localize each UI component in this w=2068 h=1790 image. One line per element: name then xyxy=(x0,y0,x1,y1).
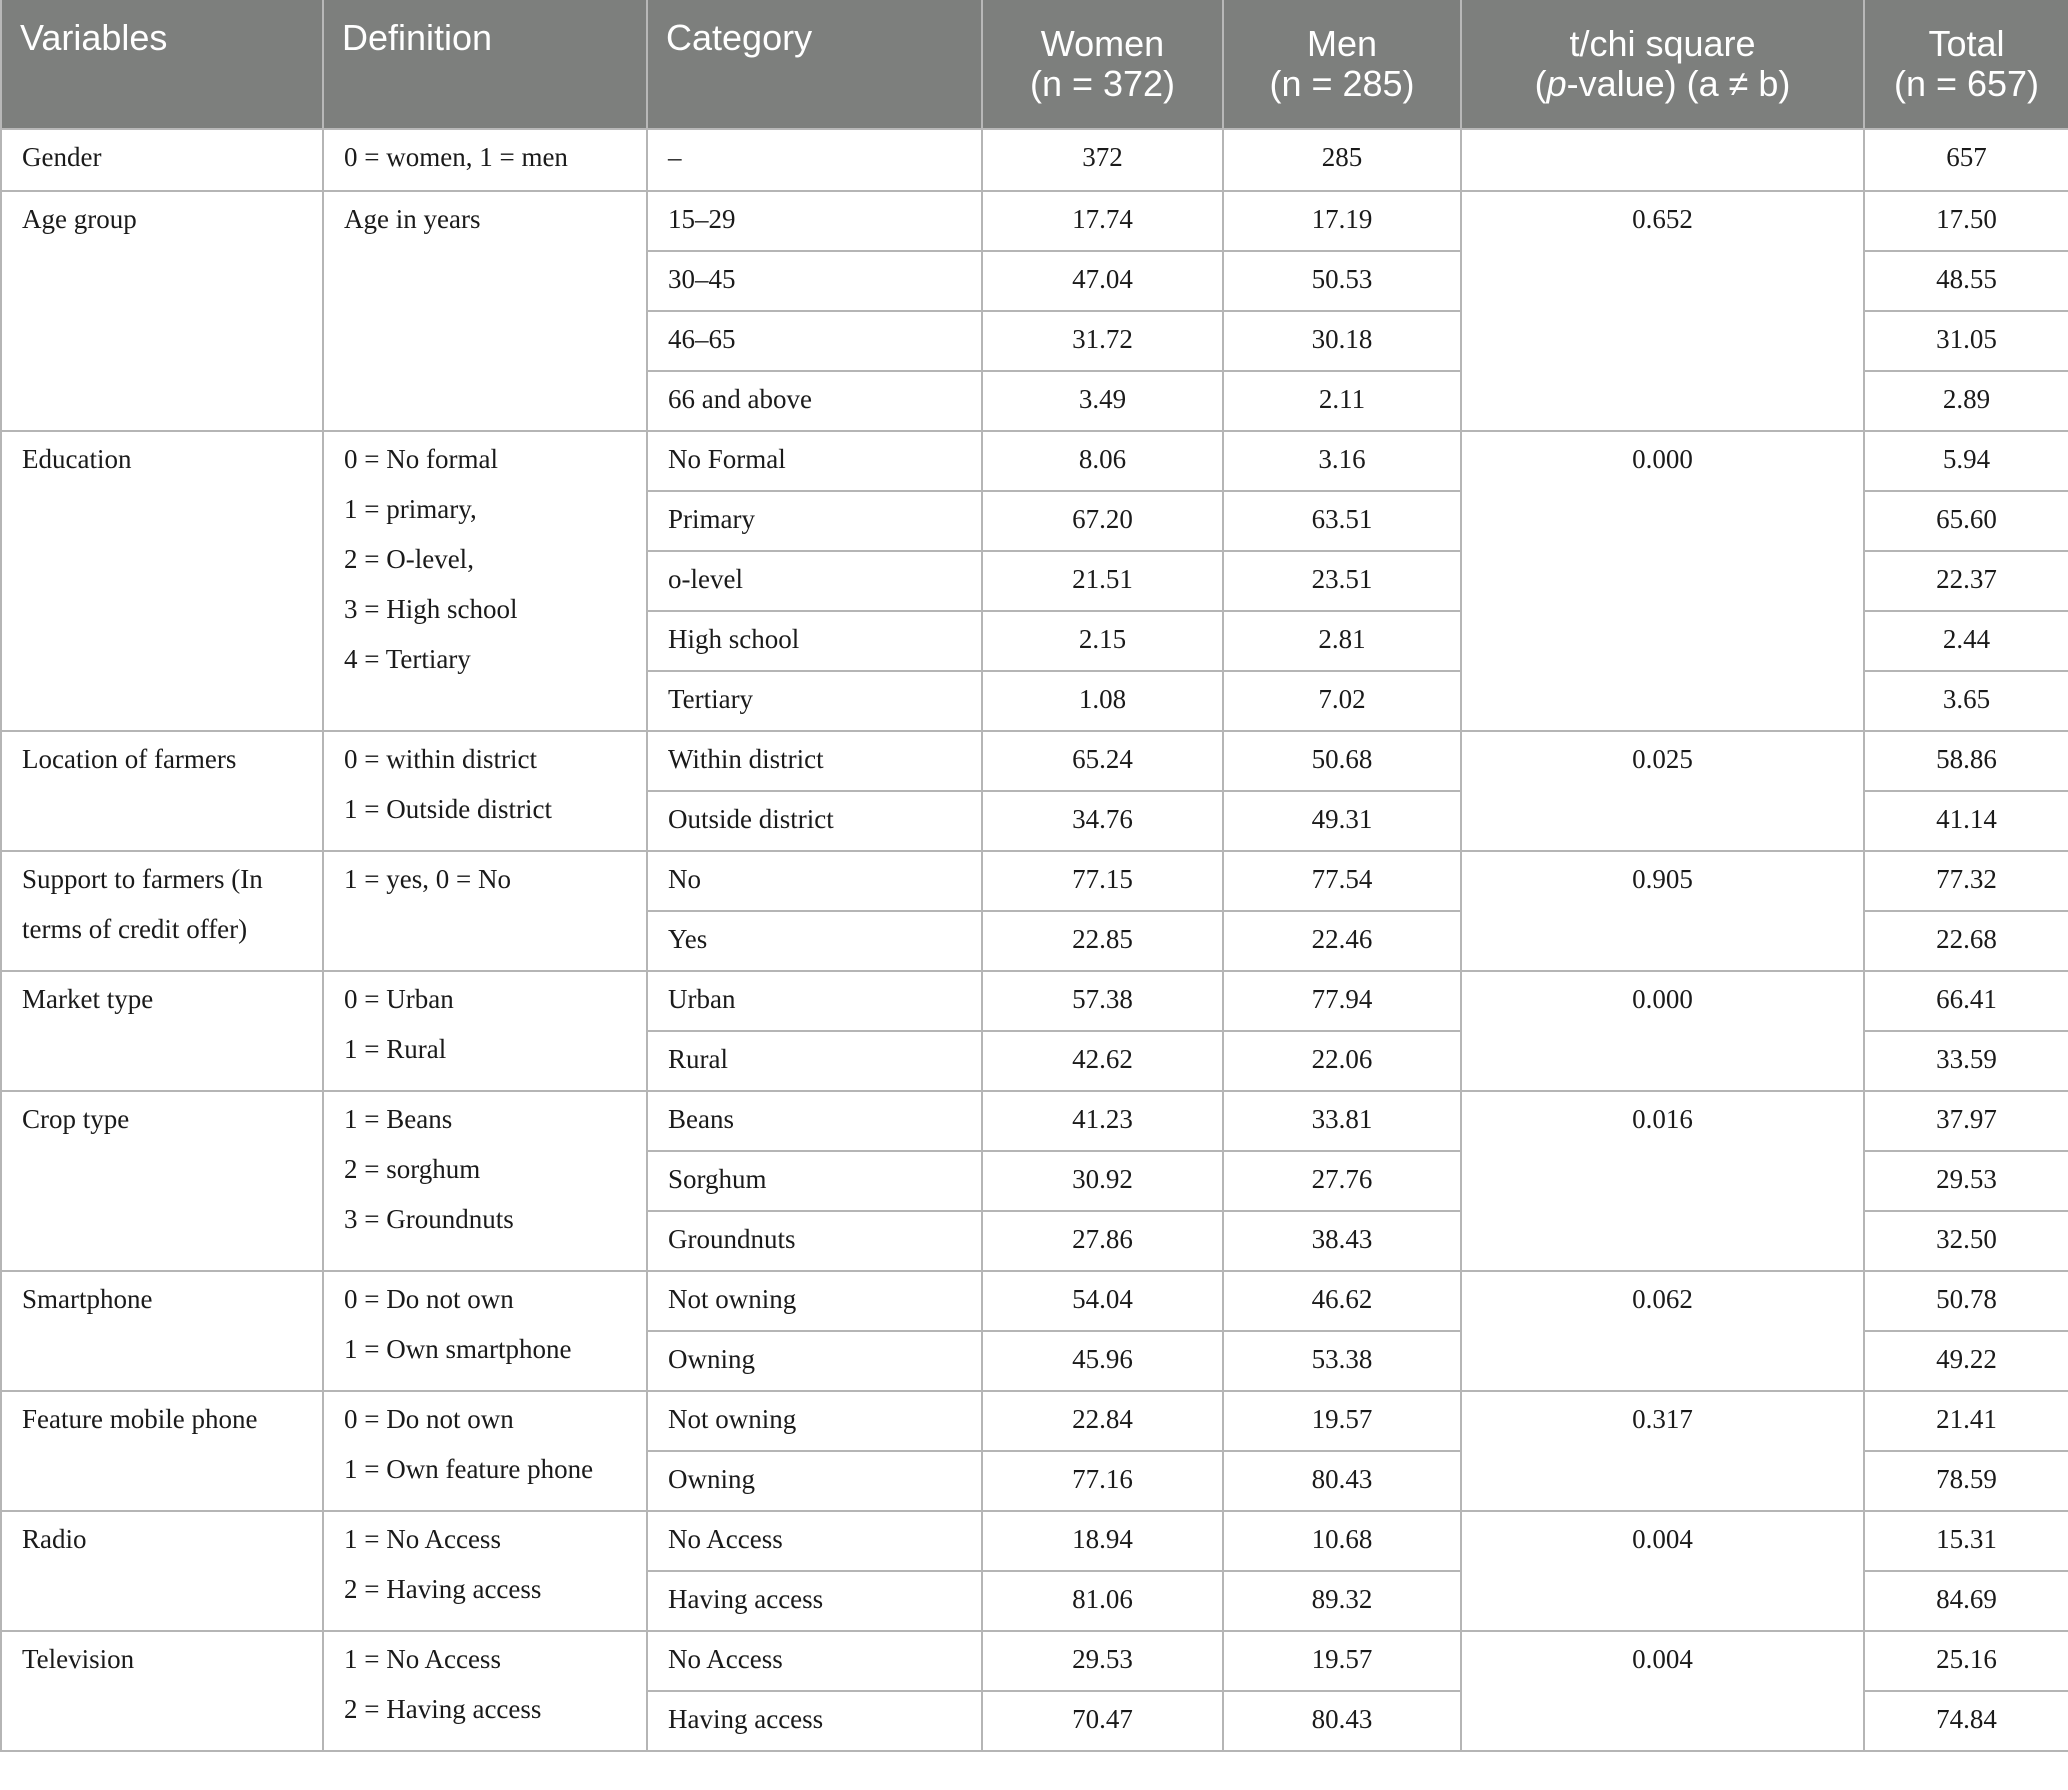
women-cell: 30.92 xyxy=(982,1151,1223,1211)
men-cell: 7.02 xyxy=(1223,671,1461,731)
table-row xyxy=(1,851,2068,911)
header-total-title: Total xyxy=(1928,23,2005,64)
category-cell: No Access xyxy=(647,1631,982,1691)
definition-cell-line: 1 = No Access xyxy=(344,1524,501,1554)
total-cell: 21.41 xyxy=(1864,1391,2068,1451)
total-cell: 657 xyxy=(1864,129,2068,191)
definition-cell: Age in years xyxy=(323,191,647,431)
men-cell: 22.06 xyxy=(1223,1031,1461,1091)
table-body xyxy=(1,129,2068,1751)
header-women-n: (n = 372) xyxy=(1029,63,1176,104)
category-cell: Tertiary xyxy=(647,671,982,731)
definition-cell xyxy=(323,1271,647,1391)
table-row xyxy=(1,431,2068,491)
men-cell: 50.68 xyxy=(1223,731,1461,791)
women-cell: 372 xyxy=(982,129,1223,191)
category-cell: Sorghum xyxy=(647,1151,982,1211)
women-cell: 29.53 xyxy=(982,1631,1223,1691)
women-cell: 41.23 xyxy=(982,1091,1223,1151)
women-cell: 27.86 xyxy=(982,1211,1223,1271)
men-cell: 22.46 xyxy=(1223,911,1461,971)
women-cell: 67.20 xyxy=(982,491,1223,551)
men-cell: 50.53 xyxy=(1223,251,1461,311)
category-cell: Beans xyxy=(647,1091,982,1151)
test-cell: 0.000 xyxy=(1461,971,1864,1091)
table-row xyxy=(1,191,2068,251)
variable-cell: Feature mobile phone xyxy=(1,1391,323,1511)
test-cell: 0.000 xyxy=(1461,431,1864,731)
total-cell: 3.65 xyxy=(1864,671,2068,731)
total-cell: 41.14 xyxy=(1864,791,2068,851)
category-cell: Outside district xyxy=(647,791,982,851)
men-cell: 285 xyxy=(1223,129,1461,191)
variable-cell: Location of farmers xyxy=(1,731,323,851)
category-cell: No Formal xyxy=(647,431,982,491)
test-cell xyxy=(1461,129,1864,191)
definition-cell-line: 0 = Urban xyxy=(344,984,454,1014)
men-cell: 77.94 xyxy=(1223,971,1461,1031)
definition-cell-line: 1 = Rural xyxy=(344,1034,447,1064)
definition-cell-line: 1 = Outside district xyxy=(344,794,552,824)
women-cell: 22.84 xyxy=(982,1391,1223,1451)
men-cell: 10.68 xyxy=(1223,1511,1461,1571)
header-test xyxy=(1461,0,1864,129)
test-cell: 0.004 xyxy=(1461,1631,1864,1751)
women-cell: 22.85 xyxy=(982,911,1223,971)
category-cell: Primary xyxy=(647,491,982,551)
total-cell: 49.22 xyxy=(1864,1331,2068,1391)
women-cell: 57.38 xyxy=(982,971,1223,1031)
table-row xyxy=(1,129,2068,191)
total-cell: 2.89 xyxy=(1864,371,2068,431)
women-cell: 21.51 xyxy=(982,551,1223,611)
definition-cell xyxy=(323,1631,647,1751)
total-cell: 48.55 xyxy=(1864,251,2068,311)
women-cell: 3.49 xyxy=(982,371,1223,431)
men-cell: 3.16 xyxy=(1223,431,1461,491)
women-cell: 31.72 xyxy=(982,311,1223,371)
women-cell: 45.96 xyxy=(982,1331,1223,1391)
category-cell: 15–29 xyxy=(647,191,982,251)
table-row xyxy=(1,731,2068,791)
definition-cell-line: 0 = No formal xyxy=(344,444,498,474)
header-category: Category xyxy=(647,0,982,129)
definition-cell xyxy=(323,431,647,731)
women-cell: 47.04 xyxy=(982,251,1223,311)
total-cell: 29.53 xyxy=(1864,1151,2068,1211)
men-cell: 33.81 xyxy=(1223,1091,1461,1151)
definition-cell xyxy=(323,731,647,851)
category-cell: 46–65 xyxy=(647,311,982,371)
category-cell: 30–45 xyxy=(647,251,982,311)
category-cell: – xyxy=(647,129,982,191)
total-cell: 78.59 xyxy=(1864,1451,2068,1511)
definition-cell-line: 1 = Own feature phone xyxy=(344,1454,594,1484)
men-cell: 80.43 xyxy=(1223,1691,1461,1751)
men-cell: 49.31 xyxy=(1223,791,1461,851)
variable-cell: Crop type xyxy=(1,1091,323,1271)
category-cell: Having access xyxy=(647,1691,982,1751)
total-cell: 2.44 xyxy=(1864,611,2068,671)
definition-cell-line: 0 = Do not own xyxy=(344,1404,514,1434)
header-women xyxy=(982,0,1223,129)
test-cell: 0.062 xyxy=(1461,1271,1864,1391)
category-cell: Yes xyxy=(647,911,982,971)
header-test-title: t/chi square xyxy=(1569,23,1756,64)
men-cell: 46.62 xyxy=(1223,1271,1461,1331)
definition-cell-line: 0 = within district xyxy=(344,744,537,774)
category-cell: Not owning xyxy=(647,1271,982,1331)
women-cell: 81.06 xyxy=(982,1571,1223,1631)
total-cell: 33.59 xyxy=(1864,1031,2068,1091)
variable-cell: Gender xyxy=(1,129,323,191)
total-cell: 74.84 xyxy=(1864,1691,2068,1751)
category-cell: Urban xyxy=(647,971,982,1031)
men-cell: 2.81 xyxy=(1223,611,1461,671)
category-cell: 66 and above xyxy=(647,371,982,431)
total-cell: 50.78 xyxy=(1864,1271,2068,1331)
total-cell: 65.60 xyxy=(1864,491,2068,551)
men-cell: 77.54 xyxy=(1223,851,1461,911)
definition-cell xyxy=(323,971,647,1091)
total-cell: 66.41 xyxy=(1864,971,2068,1031)
header-row xyxy=(1,0,2068,129)
header-men-n: (n = 285) xyxy=(1269,63,1415,104)
women-cell: 2.15 xyxy=(982,611,1223,671)
variable-cell-line: terms of credit offer) xyxy=(22,914,248,944)
women-cell: 8.06 xyxy=(982,431,1223,491)
total-cell: 22.37 xyxy=(1864,551,2068,611)
variable-cell: Age group xyxy=(1,191,323,431)
variable-cell: Market type xyxy=(1,971,323,1091)
header-men-title: Men xyxy=(1306,23,1378,64)
test-cell: 0.004 xyxy=(1461,1511,1864,1631)
header-definition: Definition xyxy=(323,0,647,129)
category-cell: o-level xyxy=(647,551,982,611)
test-cell: 0.016 xyxy=(1461,1091,1864,1271)
header-variables: Variables xyxy=(1,0,323,129)
definition-cell xyxy=(323,1091,647,1271)
women-cell: 18.94 xyxy=(982,1511,1223,1571)
total-cell: 5.94 xyxy=(1864,431,2068,491)
definition-cell-line: 2 = Having access xyxy=(344,1694,542,1724)
definition-cell-line: 4 = Tertiary xyxy=(344,644,471,674)
men-cell: 80.43 xyxy=(1223,1451,1461,1511)
total-cell: 25.16 xyxy=(1864,1631,2068,1691)
table-row xyxy=(1,1631,2068,1691)
total-cell: 58.86 xyxy=(1864,731,2068,791)
table-row xyxy=(1,1091,2068,1151)
men-cell: 19.57 xyxy=(1223,1391,1461,1451)
category-cell: Rural xyxy=(647,1031,982,1091)
women-cell: 42.62 xyxy=(982,1031,1223,1091)
total-cell: 37.97 xyxy=(1864,1091,2068,1151)
total-cell: 22.68 xyxy=(1864,911,2068,971)
definition-cell-line: 2 = sorghum xyxy=(344,1154,481,1184)
table-row xyxy=(1,1391,2068,1451)
women-cell: 17.74 xyxy=(982,191,1223,251)
variable-cell: Education xyxy=(1,431,323,731)
category-cell: Within district xyxy=(647,731,982,791)
category-cell: Owning xyxy=(647,1451,982,1511)
total-cell: 32.50 xyxy=(1864,1211,2068,1271)
men-cell: 53.38 xyxy=(1223,1331,1461,1391)
men-cell: 38.43 xyxy=(1223,1211,1461,1271)
header-total xyxy=(1864,0,2068,129)
definition-cell-line: 1 = primary, xyxy=(344,494,477,524)
category-cell: Owning xyxy=(647,1331,982,1391)
definition-cell-line: 3 = Groundnuts xyxy=(344,1204,514,1234)
variable-cell: Television xyxy=(1,1631,323,1751)
table-row xyxy=(1,1271,2068,1331)
category-cell: No Access xyxy=(647,1511,982,1571)
test-cell: 0.652 xyxy=(1461,191,1864,431)
total-cell: 15.31 xyxy=(1864,1511,2068,1571)
header-men xyxy=(1223,0,1461,129)
header-total-n: (n = 657) xyxy=(1893,63,2040,104)
definition-cell-line: 2 = O-level, xyxy=(344,544,474,574)
total-cell: 77.32 xyxy=(1864,851,2068,911)
variable-cell: Smartphone xyxy=(1,1271,323,1391)
definition-cell xyxy=(323,1511,647,1631)
women-cell: 70.47 xyxy=(982,1691,1223,1751)
definition-cell-line: 1 = Beans xyxy=(344,1104,453,1134)
definition-cell-line: 0 = Do not own xyxy=(344,1284,514,1314)
variable-cell xyxy=(1,851,323,971)
definition-cell: 1 = yes, 0 = No xyxy=(323,851,647,971)
men-cell: 27.76 xyxy=(1223,1151,1461,1211)
test-cell: 0.317 xyxy=(1461,1391,1864,1511)
category-cell: Groundnuts xyxy=(647,1211,982,1271)
women-cell: 34.76 xyxy=(982,791,1223,851)
men-cell: 23.51 xyxy=(1223,551,1461,611)
test-cell: 0.025 xyxy=(1461,731,1864,851)
variable-cell-line: Support to farmers (In xyxy=(22,864,263,894)
definition-cell: 0 = women, 1 = men xyxy=(323,129,647,191)
table-header xyxy=(1,0,2068,129)
men-cell: 17.19 xyxy=(1223,191,1461,251)
table-row xyxy=(1,971,2068,1031)
definition-cell-line: 2 = Having access xyxy=(344,1574,542,1604)
definition-cell-line: 1 = Own smartphone xyxy=(344,1334,572,1364)
category-cell: Not owning xyxy=(647,1391,982,1451)
table-row xyxy=(1,1511,2068,1571)
header-test-subtitle: (p-value) (a ≠ b) xyxy=(1534,63,1791,104)
men-cell: 2.11 xyxy=(1223,371,1461,431)
men-cell: 30.18 xyxy=(1223,311,1461,371)
men-cell: 63.51 xyxy=(1223,491,1461,551)
category-cell: Having access xyxy=(647,1571,982,1631)
test-cell: 0.905 xyxy=(1461,851,1864,971)
definition-cell xyxy=(323,1391,647,1511)
header-women-title: Women xyxy=(1040,23,1165,64)
variable-cell: Radio xyxy=(1,1511,323,1631)
men-cell: 19.57 xyxy=(1223,1631,1461,1691)
definition-cell-line: 3 = High school xyxy=(344,594,518,624)
category-cell: High school xyxy=(647,611,982,671)
total-cell: 84.69 xyxy=(1864,1571,2068,1631)
women-cell: 54.04 xyxy=(982,1271,1223,1331)
women-cell: 77.15 xyxy=(982,851,1223,911)
women-cell: 1.08 xyxy=(982,671,1223,731)
category-cell: No xyxy=(647,851,982,911)
men-cell: 89.32 xyxy=(1223,1571,1461,1631)
total-cell: 17.50 xyxy=(1864,191,2068,251)
definition-cell-line: 1 = No Access xyxy=(344,1644,501,1674)
women-cell: 65.24 xyxy=(982,731,1223,791)
women-cell: 77.16 xyxy=(982,1451,1223,1511)
total-cell: 31.05 xyxy=(1864,311,2068,371)
